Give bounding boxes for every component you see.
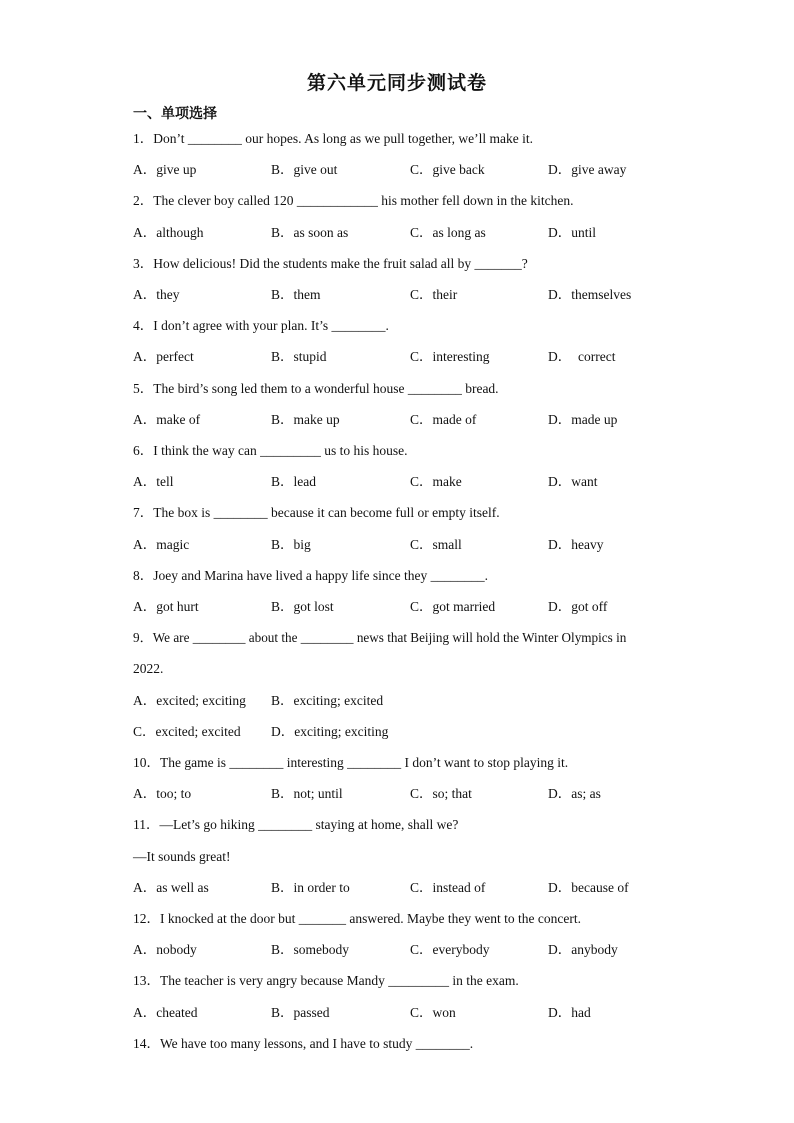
page-title: 第六单元同步测试卷 [306,72,487,94]
option-b: B．lead [271,474,316,489]
option-c: C．their [410,287,458,302]
question-stem-continued: —It sounds great! [133,849,231,864]
option-d: D．because of [548,880,629,895]
option-b: B．big [271,537,311,552]
option-c: C．won [410,1005,456,1020]
option-d: D．exciting; exciting [271,724,389,739]
option-a: A．make of [133,412,201,427]
option-a: A．too; to [133,786,192,801]
option-c: C．everybody [410,942,490,957]
option-a: A．perfect [133,349,194,364]
option-d: D．had [548,1005,591,1020]
option-b: B．give out [271,162,338,177]
question-stem: 7．The box is ________ because it can become full or empty itself. [133,505,500,520]
option-b: B．somebody [271,942,350,957]
option-b: B．exciting; excited [271,693,384,708]
option-c: C．interesting [410,349,490,364]
option-c: C．so; that [410,786,472,801]
question-stem: 1．Don’t ________ our hopes. As long as we pull together, we’ll make it. [133,131,534,146]
option-c: C．give back [410,162,485,177]
option-a: A．give up [133,162,197,177]
option-b: B．stupid [271,349,327,364]
option-b: B．make up [271,412,340,427]
option-a: A．although [133,225,204,240]
option-d: D．themselves [548,287,632,302]
option-d: D． correct [548,349,616,364]
option-a: A．as well as [133,880,209,895]
option-d: D．anybody [548,942,618,957]
option-c: C．got married [410,599,496,614]
question-stem: 3．How delicious! Did the students make the fruit salad all by _______? [133,256,528,271]
option-a: A．cheated [133,1005,198,1020]
option-b: B．got lost [271,599,334,614]
option-c: C．make [410,474,462,489]
option-b: B．in order to [271,880,350,895]
option-a: A．magic [133,537,190,552]
question-stem: 12．I knocked at the door but _______ answered. Maybe they went to the concert. [133,911,581,926]
option-c: C．instead of [410,880,486,895]
option-d: D．until [548,225,597,240]
option-b: B．them [271,287,321,302]
question-stem-continued: 2022. [133,661,164,676]
option-d: D．made up [548,412,618,427]
option-c: C．small [410,537,462,552]
question-stem: 11．—Let’s go hiking ________ staying at home, shall we? [133,817,459,832]
option-d: D．as; as [548,786,601,801]
option-a: A．got hurt [133,599,199,614]
option-a: A．they [133,287,180,302]
option-a: A．tell [133,474,174,489]
question-stem: 4．I don’t agree with your plan. It’s ________. [133,318,389,333]
option-d: D．give away [548,162,627,177]
option-d: D．heavy [548,537,604,552]
question-stem: 10．The game is ________ interesting ________ I don’t want to stop playing it. [133,755,569,770]
question-stem: 2．The clever boy called 120 ____________ his mother fell down in the kitchen. [133,193,574,208]
question-stem: 14．We have too many lessons, and I have to study ________. [133,1036,474,1051]
question-stem: 13．The teacher is very angry because Mandy _________ in the exam. [133,973,519,988]
option-c: C．made of [410,412,477,427]
option-d: D．got off [548,599,608,614]
question-stem: 9．We are ________ about the ________ news that Beijing will hold the Winter Olympics in [133,630,627,645]
option-c: C．excited; excited [133,724,241,739]
section-heading: 一、单项选择 [133,106,217,122]
question-stem: 8．Joey and Marina have lived a happy life since they ________. [133,568,489,583]
question-stem: 5．The bird’s song led them to a wonderful house ________ bread. [133,381,499,396]
option-a: A．nobody [133,942,197,957]
option-d: D．want [548,474,598,489]
option-b: B．passed [271,1005,330,1020]
option-c: C．as long as [410,225,486,240]
option-b: B．not; until [271,786,343,801]
question-stem: 6．I think the way can _________ us to his house. [133,443,408,458]
option-a: A．excited; exciting [133,693,246,708]
option-b: B．as soon as [271,225,349,240]
